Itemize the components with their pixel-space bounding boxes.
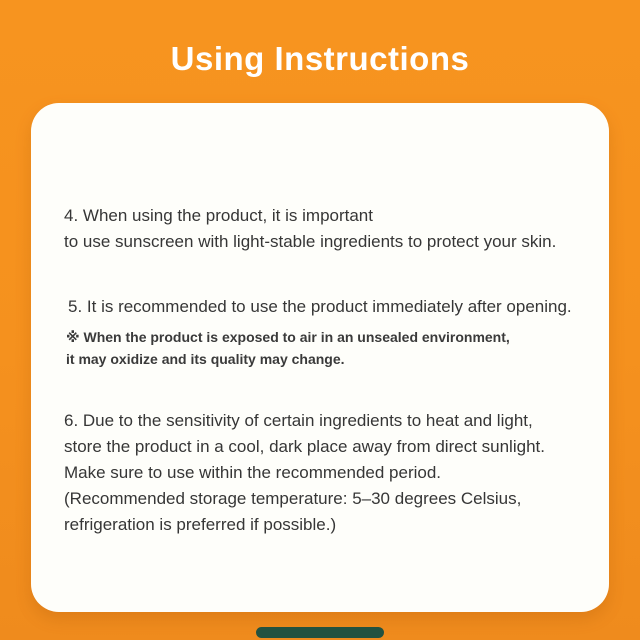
note-line-1: ※ When the product is exposed to air in an unsealed environment, (66, 329, 510, 345)
instruction-item-4 (64, 203, 589, 255)
instruction-item-6-line-4: (Recommended storage temperature: 5–30 degrees Celsius, (64, 489, 522, 508)
instruction-item-5-line-1: 5. It is recommended to use the product immediately after opening. (68, 297, 572, 316)
instruction-item-6-line-1: 6. Due to the sensitivity of certain ingredients to heat and light, (64, 411, 533, 430)
note-line-2: it may oxidize and its quality may change. (66, 351, 345, 367)
instruction-item-4-line-1: 4. When using the product, it is important (64, 206, 373, 225)
carousel-progress-indicator (256, 627, 384, 638)
instruction-item-6-line-2: store the product in a cool, dark place away from direct sunlight. (64, 437, 545, 456)
instruction-item-5-note (66, 326, 589, 370)
instruction-item-5 (68, 294, 589, 320)
instruction-item-6 (64, 408, 589, 538)
instruction-item-4-line-2: to use sunscreen with light-stable ingredients to protect your skin. (64, 232, 557, 251)
instruction-item-6-line-5: refrigeration is preferred if possible.) (64, 515, 337, 534)
instruction-card (31, 103, 609, 612)
page-title: Using Instructions (170, 40, 470, 77)
instruction-item-6-line-3: Make sure to use within the recommended period. (64, 463, 442, 482)
